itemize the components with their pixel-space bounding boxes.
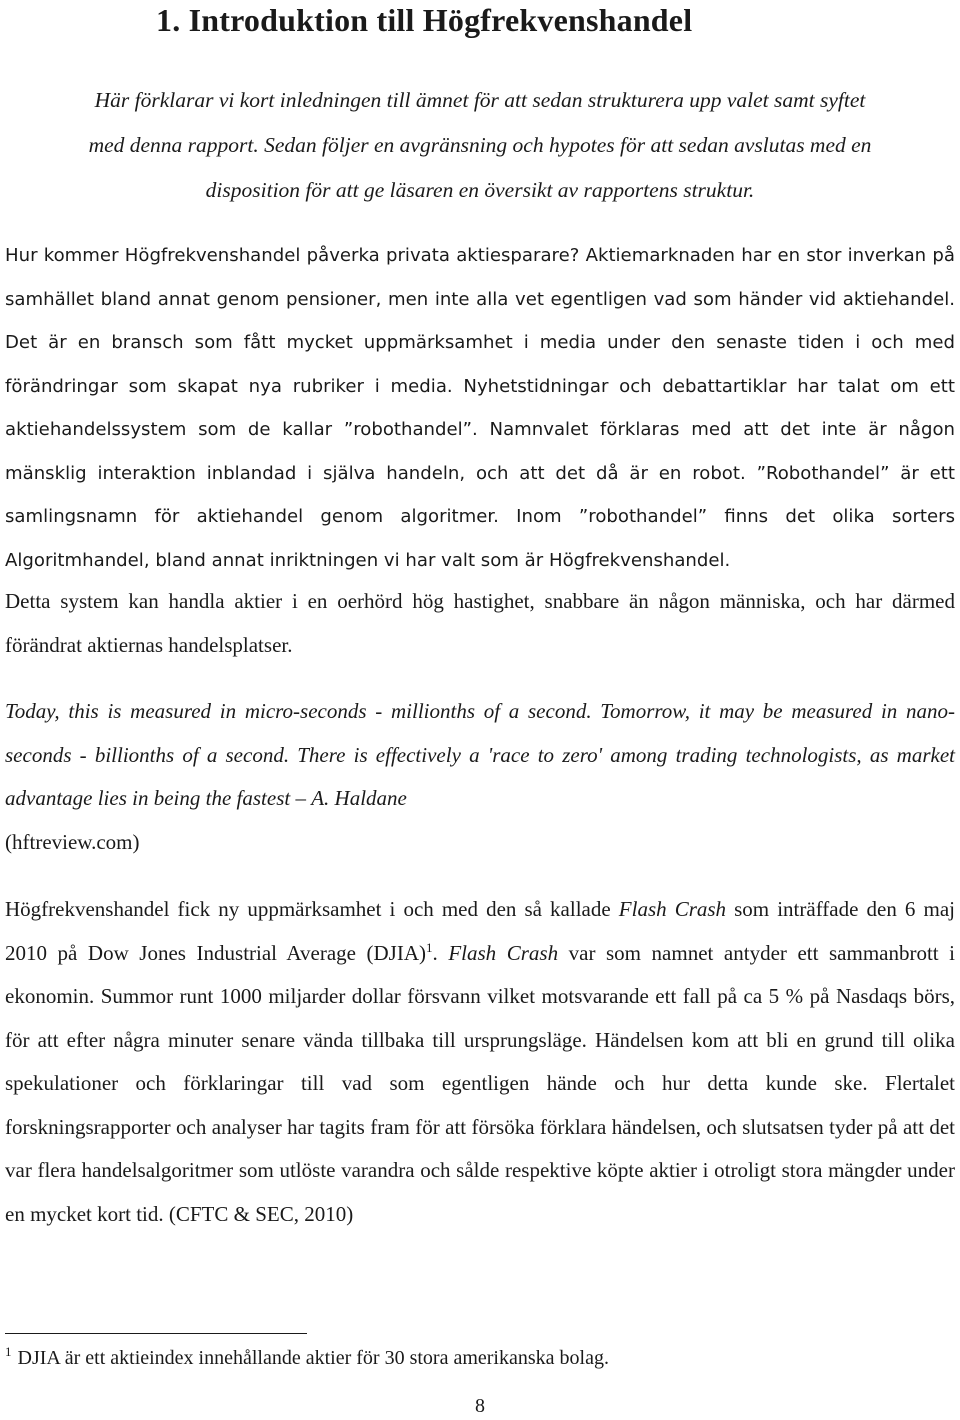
flash-text-4: var som namnet antyder ett sammanbrott i ekonomin. Summor runt 1000 miljarder dollar försvann vilket motsvarande ett fall på ca 5 % på Nasdaqs börs, för att efter några minuter senare vända tillbaka till ursprungsläge. Händelsen kom att bli en grund till olika spekulationer och förklaringar till vad som egentligen hände och hur detta kunde ske. Flertalet forskningsrapporter och analyser har tagits fram för att försöka förklara händelsen, och slutsatsen tyder på att det var flera handelsalgoritmer som utlöste varandra och sålde respektive köpte aktier i otroligt stora mängder under en mycket kort tid. (CFTC & SEC, 2010) [5, 940, 956, 1226]
section-heading: 1. Introduktion till Högfrekvenshandel [156, 2, 693, 38]
footnote [5, 1344, 609, 1370]
footnote-mark: 1 [5, 1344, 12, 1360]
quote-dash: – [290, 786, 312, 810]
paragraph-flash-crash [5, 888, 955, 1236]
page-number: 8 [475, 1395, 485, 1417]
footnote-reference[interactable]: 1 [426, 939, 433, 955]
flash-text-3: . [432, 940, 449, 965]
block-quote [5, 690, 955, 864]
intro-line-3: disposition för att ge läsaren en översikt av rapportens struktur. [205, 178, 755, 202]
flash-text-2: som inträffade den 6 maj 2010 på Dow Jones Industrial Average (DJIA) [5, 897, 955, 965]
flash-text-1: Högfrekvenshandel fick ny uppmärksamhet i och med den så kallade [5, 897, 619, 921]
flash-term-2: Flash Crash [448, 940, 559, 965]
paragraph-question: Hur kommer Högfrekvenshandel påverka privata aktiesparare? Aktiemarknaden har en stor inverkan på samhället bland annat genom pensioner, men inte alla vet egentligen vad som händer vid aktiehandel. Det är en bransch som fått mycket uppmärksamhet i media under den senaste tiden i och med förändringar som skapat nya rubriker i media. Nyhetstidningar och debattartiklar har talat om ett aktiehandelssystem som de kallar ”robothandel”. Namnvalet förklaras med att det inte är någon mänsklig interaktion inblandad i själva handeln, och att det då är en robot. ”Robothandel” är ett samlingsnamn för aktiehandel genom algoritmer. Inom ”robothandel” finns det olika sorters Algoritmhandel, bland annat inriktningen vi har valt som är Högfrekvenshandel. [5, 245, 955, 571]
footnote-divider [5, 1333, 307, 1334]
paragraph-system: Detta system kan handla aktier i en oerhörd hög hastighet, snabbare än någon människa, och har därmed förändrat aktiernas handelsplatser. [5, 589, 955, 657]
intro-line-1: Här förklarar vi kort inledningen till ämnet för att sedan strukturera upp valet samt syftet [94, 88, 866, 112]
footnote-text: DJIA är ett aktieindex innehållande aktier för 30 stora amerikanska bolag. [17, 1347, 609, 1369]
quote-source: (hftreview.com) [5, 829, 140, 854]
intro-line-2: med denna rapport. Sedan följer en avgränsning och hypotes för att sedan avslutas med en [88, 133, 872, 157]
intro-summary [0, 78, 960, 213]
flash-term-1: Flash Crash [618, 897, 727, 921]
quote-attribution: A. Haldane [311, 786, 407, 810]
quote-text: Today, this is measured in micro-seconds - millionths of a second. Tomorrow, it may be measured in nano-seconds - billionths of a second. There is effectively a 'race to zero' among trading technologists, as market advantage lies in being the fastest [5, 699, 955, 810]
